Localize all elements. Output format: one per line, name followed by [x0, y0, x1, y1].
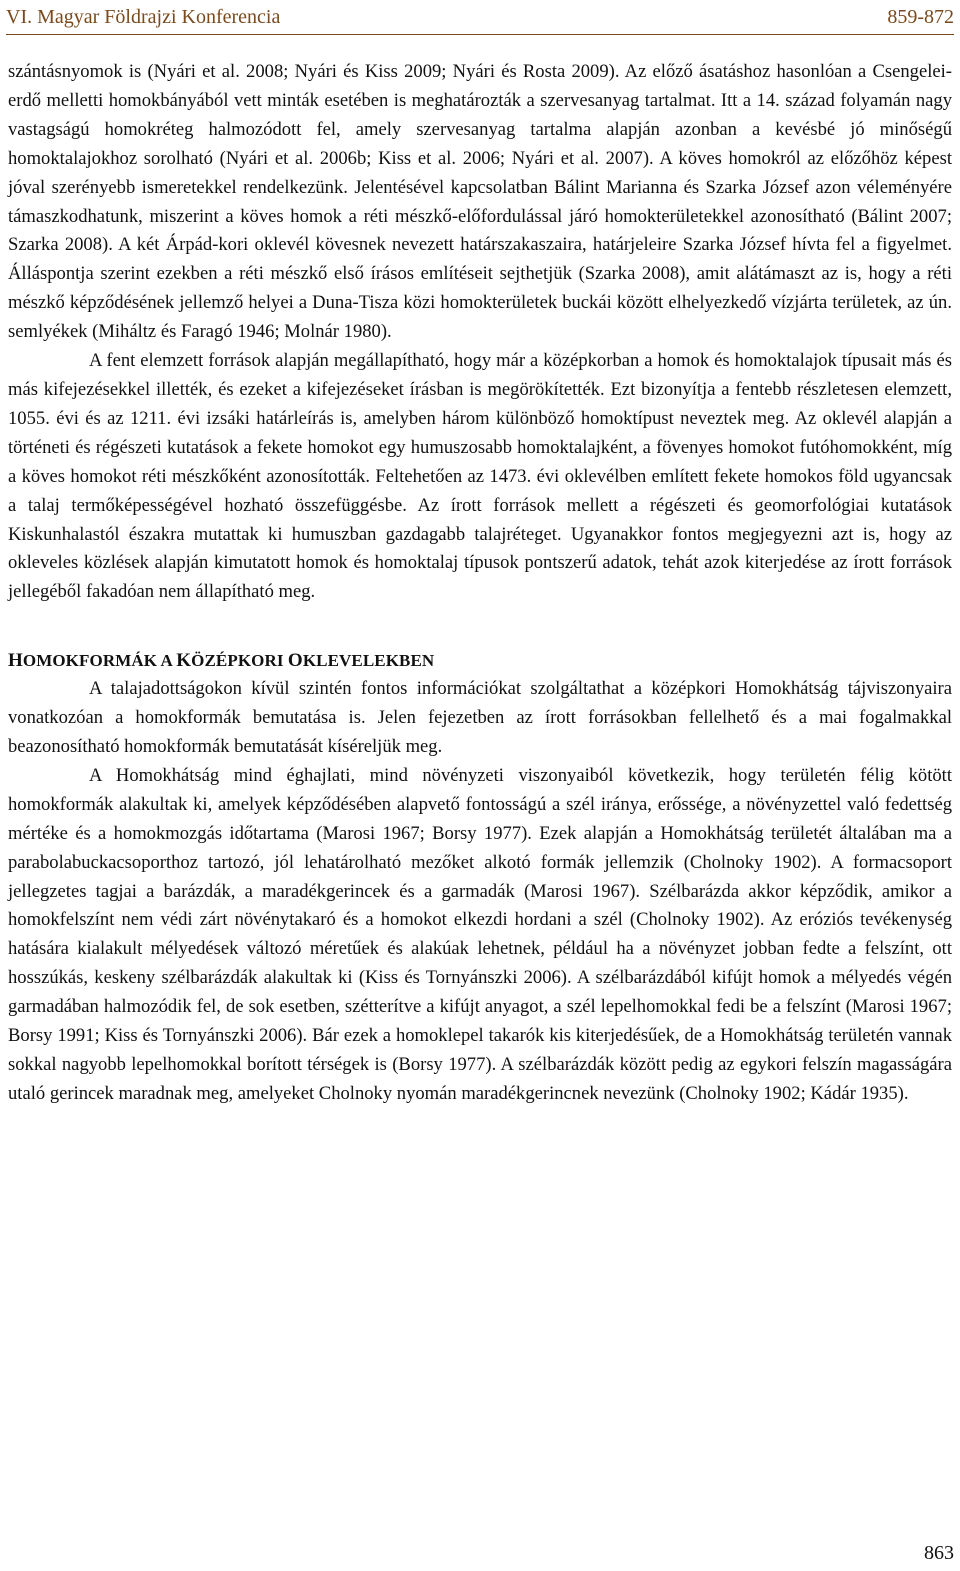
- body-paragraph-continued: szántásnyomok is (Nyári et al. 2008; Nyári és Kiss 2009; Nyári és Rosta 2009). Az előző ásatáshoz hasonlóan a Csengelei-erdő melletti homokbányából vett minták esetében is meghatározták a szervesanyag tartalmat. Itt a 14. század folyamán nagy vastagságú homokréteg halmozódott fel, amely szervesanyag tartalma alapján azonban a kevésbé jó minőségű homoktalajokhoz sorolható (Nyári et al. 2006b; Kiss et al. 2006; Nyári et al. 2007). A köves homokról az előzőhöz képest jóval szerényebb ismeretekkel rendelkezünk. Jelentésével kapcsolatban Bálint Marianna és Szarka József azon véleményére támaszkodhatunk, miszerint a köves homok a réti mészkő-előfordulással járó homokterületekkel azonosítható (Bálint 2007; Szarka 2008). A két Árpád-kori oklevél kövesnek nevezett határszakaszaira, határjeleire Szarka József hívta fel a figyelmet. Álláspontja szerint ezekben a réti mészkő első írásos említéseit sejthetjük (Szarka 2008), amit alátámaszt az is, hogy a réti mészkő képződésének jellemző helyei a Duna-Tisza közi homokterületek buckái között elhelyezkedő vízjárta területek, az ún. semlyékek (Miháltz és Faragó 1946; Molnár 1980).: [8, 61, 952, 343]
- body-paragraph-intro: A talajadottságokon kívül szintén fontos információkat szolgáltathat a középkori Homokhátság tájviszonyaira vonatkozóan a homokformák bemutatása is. Jelen fejezetben az írott forrásokban fellelhető és a mai fogalmakkal beazonosítható homokformák bemutatását kíséreljük meg.: [8, 678, 952, 758]
- running-header: [6, 0, 954, 35]
- page-body: [8, 58, 952, 1109]
- page-number: 863: [924, 1542, 954, 1564]
- conference-title: VI. Magyar Földrajzi Konferencia: [6, 5, 281, 28]
- body-paragraph-summary: A fent elemzett források alapján megállapítható, hogy már a középkorban a homok és homoktalajok típusait más és más kifejezésekkel illették, és ezeket a kifejezéseket írásban is megörökítették. Ezt bizonyítja a fentebb részletesen elemzett, 1055. évi és az 1211. évi izsáki határleírás is, amelyben három különböző homoktípust neveztek meg. Az oklevél alapján a történeti és régészeti kutatások a fekete homokot egy humuszosabb homoktalajként, a fövenyes homokot futóhomokként, míg a köves homokot réti mészkőként azonosították. Feltehetően az 1473. évi oklevélben említett fekete homokos föld ugyancsak a talaj termőképességével hozható összefüggésbe. Az írott források mellett a régészeti és geomorfológiai kutatások Kiskunhalastól északra mutattak ki humuszban gazdagabb talajréteget. Ugyanakkor fontos megjegyezni azt is, hogy az okleveles közlések alapján kimutatott homok és homoktalaj típusok pontszerű adatok, tehát azok kiterjedése az írott források jellegéből fakadóan nem állapítható meg.: [8, 350, 952, 603]
- page-range: 859-872: [887, 5, 954, 28]
- body-paragraph-landforms: A Homokhátság mind éghajlati, mind növényzeti viszonyaiból következik, hogy területén félig kötött homokformák alakultak ki, amelyek képződésében alapvető fontosságú a szél iránya, erőssége, a növényzettel való fedettség mértéke és a homokmozgás időtartama (Marosi 1967; Borsy 1977). Ezek alapján a Homokhátság területét általában ma a parabolabuckacsoporthoz tartozó, jól lehatárolható mezőket alkotó formák jellemzik (Cholnoky 1902). A formacsoport jellegzetes tagjai a barázdák, a maradékgerincek és a garmadák (Marosi 1967). Szélbarázda akkor képződik, amikor a homokfelszínt nem védi zárt növénytakaró és a homokot elkezdi hordani a szél (Cholnoky 1902). Az eróziós tevékenység hatására kialakult mélyedések változó méretűek és alakúak lehetnek, például ha a növényzet jobban fedte a felszínt, ott hosszúkás, keskeny szélbarázdák alakultak ki (Kiss és Tornyánszki 2006). A szélbarázdából kifújt homok a mélyedés végén garmadában halmozódik fel, de sok esetben, szétterítve a kifújt anyagot, a szél lepelhomokkal fedi be a felszínt (Marosi 1967; Borsy 1991; Kiss és Tornyánszki 2006). Bár ezek a homoklepel takarók kis kiterjedésűek, de a Homokhátság területén vannak sokkal nagyobb lepelhomokkal borított térségek is (Borsy 1977). A szélbarázdák között pedig az egykori felszín magasságára utaló gerincek maradnak meg, amelyeket Cholnoky nyomán maradékgerincnek nevezünk (Cholnoky 1902; Kádár 1935).: [8, 764, 952, 1104]
- section-heading: HOMOKFORMÁK A KÖZÉPKORI OKLEVELEKBEN: [8, 650, 435, 672]
